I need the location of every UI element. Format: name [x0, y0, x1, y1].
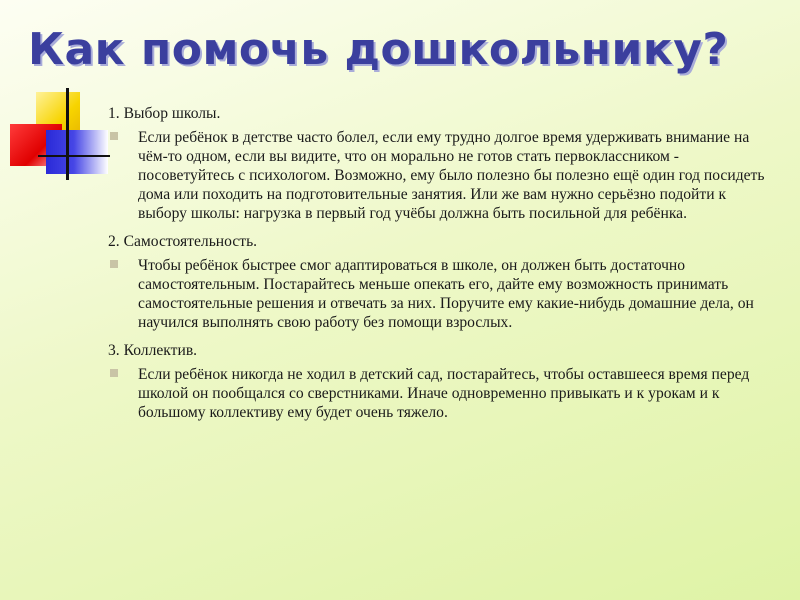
section-collective: [108, 341, 768, 422]
slide-content: [108, 104, 768, 431]
bullet-text: Чтобы ребёнок быстрее смог адаптироваться в школе, он должен быть достаточно самостоятельным. Постарайтесь меньше опекать его, дайте ему возможность принимать самостоятельные решения и отвечать за них. Поручите ему какие-нибудь домашние дела, он научился выполнять свою работу без помощи взрослых.: [138, 257, 754, 331]
section-heading: 3. Коллектив.: [108, 342, 198, 359]
decor-horizontal-line: [38, 155, 110, 157]
square-bullet-icon: [110, 260, 118, 268]
bullet-item: [108, 365, 768, 422]
bullet-item: [108, 256, 768, 332]
section-heading: 1. Выбор школы.: [108, 105, 221, 122]
bullet-text: Если ребёнок в детстве часто болел, если ему трудно долгое время удерживать внимание на чём-то одном, если вы видите, что он морально не готов стать первоклассником - посоветуйтесь с психологом. Возможно, ему было полезно бы полезно ещё один год посидеть дома или походить на подготовительные занятия. Или же вам нужно серьёзно подойти к выбору школы: нагрузка в первый год учёбы должна быть посильной для ребёнка.: [138, 129, 765, 222]
bullet-item: [108, 128, 768, 223]
decor-vertical-line: [66, 88, 69, 180]
section-independence: [108, 232, 768, 332]
square-bullet-icon: [110, 132, 118, 140]
slide-title: Как помочь дошкольнику?: [28, 24, 729, 75]
decor-blue-square: [46, 130, 108, 174]
section-school-choice: [108, 104, 768, 223]
section-heading: 2. Самостоятельность.: [108, 233, 258, 250]
bullet-text: Если ребёнок никогда не ходил в детский сад, постарайтесь, чтобы оставшееся время перед школой он пообщался со сверстниками. Иначе одновременно привыкать и к урокам и к большому коллективу ему будет очень тяжело.: [138, 366, 750, 421]
square-bullet-icon: [110, 369, 118, 377]
